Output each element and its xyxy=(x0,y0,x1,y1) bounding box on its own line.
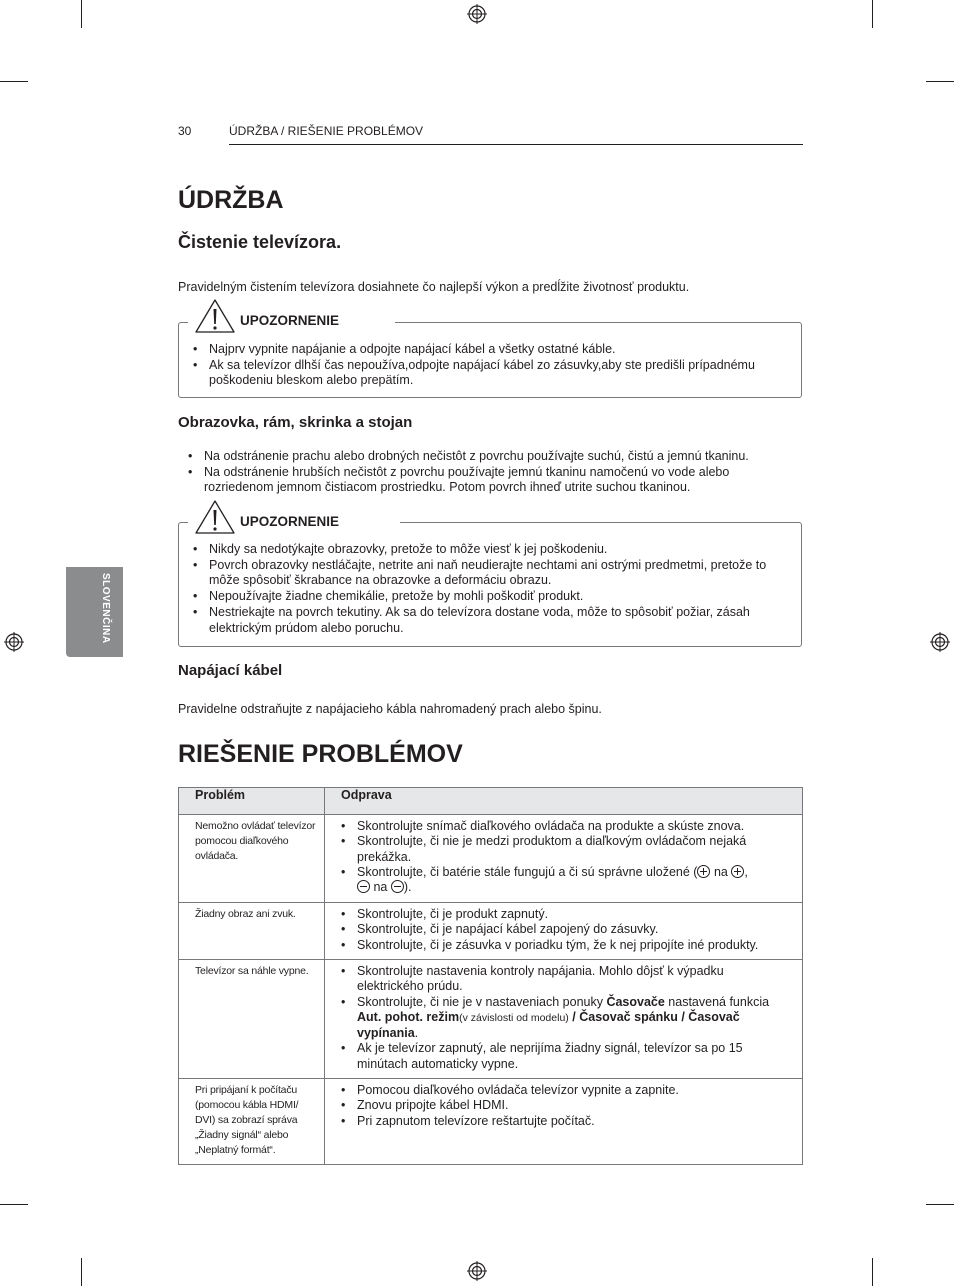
power-cable-heading: Napájací kábel xyxy=(178,662,283,679)
list-item: • Skontrolujte, či nie je v nastaveniach ponuky Časovače nastavená funkcia Aut. pohot. režim(v závislosti od modelu) / Časovač spánku / Časovač vypínania. xyxy=(341,995,792,1042)
registration-mark-icon xyxy=(467,1261,487,1281)
problem-cell: Nemožno ovládať televízor pomocou diaľkového ovládača. xyxy=(179,815,325,903)
registration-mark-icon xyxy=(4,632,24,652)
language-tab-label: SLOVENČINA xyxy=(100,573,111,644)
power-cable-text: Pravidelne odstraňujte z napájacieho kábla nahromadený prach alebo špinu. xyxy=(178,702,602,716)
problem-cell: Pri pripájaní k počítaču (pomocou kábla HDMI/ DVI) sa zobrazí správa „Žiadny signál“ alebo „Neplatný formát“. xyxy=(179,1079,325,1165)
list-item: • Skontrolujte, či batérie stále fungujú a či sú správne uložené ( na , na ). xyxy=(341,865,792,896)
column-header-solution: Odprava xyxy=(325,788,803,815)
warning-list xyxy=(193,542,793,636)
warning-list xyxy=(193,342,793,389)
warning-icon xyxy=(194,298,236,334)
cleaning-intro: Pravidelným čistením televízora dosiahnete čo najlepší výkon a predĺžite životnosť produktu. xyxy=(178,280,690,294)
crop-mark xyxy=(0,81,28,82)
list-item: • Pomocou diaľkového ovládača televízor vypnite a zapnite. xyxy=(341,1083,792,1098)
troubleshooting-title: RIEŠENIE PROBLÉMOV xyxy=(178,740,463,768)
problem-cell: Televízor sa náhle vypne. xyxy=(179,960,325,1079)
crop-mark xyxy=(872,0,873,28)
list-item: • Na odstránenie prachu alebo drobných nečistôt z povrchu používajte suchú, čistú a jemnú tkaninu. xyxy=(188,449,798,465)
cleaning-subtitle: Čistenie televízora. xyxy=(178,232,342,252)
list-item: • Skontrolujte, či nie je medzi produktom a diaľkovým ovládačom nejaká prekážka. xyxy=(341,834,792,865)
crop-mark xyxy=(0,1204,28,1205)
screen-cleaning-list xyxy=(188,449,798,496)
list-item: • Povrch obrazovky nestláčajte, netrite ani naň neudierajte nechtami ani ostrými predmetmi, pretože to môže spôsobiť škrabance na obrazovke a deformáciu obrazu. xyxy=(193,558,793,589)
table-row xyxy=(179,903,803,960)
list-item: • Pri zapnutom televízore reštartujte počítač. xyxy=(341,1114,792,1129)
screen-heading: Obrazovka, rám, skrinka a stojan xyxy=(178,414,413,431)
page-number: 30 xyxy=(178,124,192,138)
solution-cell xyxy=(325,815,803,903)
plus-terminal-icon xyxy=(697,865,710,878)
warning-icon xyxy=(194,499,236,535)
table-header-row xyxy=(179,788,803,815)
list-item: • Ak je televízor zapnutý, ale neprijíma žiadny signál, televízor sa po 15 minútach automaticky vypne. xyxy=(341,1041,792,1072)
list-item: • Na odstránenie hrubších nečistôt z povrchu používajte jemnú tkaninu namočenú vo vode alebo rozriedenom jemnom čistiacom prostriedku. Potom povrch ihneď utrite suchou tkaninou. xyxy=(188,465,798,496)
table-row xyxy=(179,815,803,903)
warning-label: UPOZORNENIE xyxy=(240,514,340,529)
crop-mark xyxy=(872,1258,873,1286)
list-item: • Nestriekajte na povrch tekutiny. Ak sa do televízora dostane voda, môže to spôsobiť požiar, zásah elektrickým prúdom alebo poruchu. xyxy=(193,605,793,636)
list-item: • Nikdy sa nedotýkajte obrazovky, pretože to môže viesť k jej poškodeniu. xyxy=(193,542,793,558)
solution-cell xyxy=(325,903,803,960)
list-item: • Skontrolujte, či je napájací kábel zapojený do zásuvky. xyxy=(341,922,792,937)
troubleshooting-table xyxy=(178,787,803,1165)
list-item: • Skontrolujte snímač diaľkového ovládača na produkte a skúste znova. xyxy=(341,819,792,834)
column-header-problem: Problém xyxy=(179,788,325,815)
crop-mark xyxy=(81,1258,82,1286)
language-tab xyxy=(66,567,123,657)
running-header: ÚDRŽBA / RIEŠENIE PROBLÉMOV xyxy=(229,124,424,138)
registration-mark-icon xyxy=(930,632,950,652)
list-item: • Skontrolujte nastavenia kontroly napájania. Mohlo dôjsť k výpadku elektrického prúdu. xyxy=(341,964,792,995)
minus-terminal-icon xyxy=(357,880,370,893)
registration-mark-icon xyxy=(467,4,487,24)
table-row xyxy=(179,960,803,1079)
minus-terminal-icon xyxy=(391,880,404,893)
crop-mark xyxy=(926,81,954,82)
list-item: • Znovu pripojte kábel HDMI. xyxy=(341,1098,792,1113)
list-item: • Skontrolujte, či je produkt zapnutý. xyxy=(341,907,792,922)
list-item: • Najprv vypnite napájanie a odpojte napájací kábel a všetky ostatné káble. xyxy=(193,342,793,358)
list-item: • Ak sa televízor dlhší čas nepoužíva,odpojte napájací kábel zo zásuvky,aby ste predišli prípadnému poškodeniu bleskom alebo prepätím. xyxy=(193,358,793,389)
list-item: • Skontrolujte, či je zásuvka v poriadku tým, že k nej pripojíte iné produkty. xyxy=(341,938,792,953)
table-row xyxy=(179,1079,803,1165)
crop-mark xyxy=(81,0,82,28)
problem-cell: Žiadny obraz ani zvuk. xyxy=(179,903,325,960)
list-item: • Nepoužívajte žiadne chemikálie, pretože by mohli poškodiť produkt. xyxy=(193,589,793,605)
crop-mark xyxy=(926,1204,954,1205)
header-rule xyxy=(229,144,803,145)
plus-terminal-icon xyxy=(731,865,744,878)
solution-cell xyxy=(325,1079,803,1165)
warning-label: UPOZORNENIE xyxy=(240,313,340,328)
maintenance-title: ÚDRŽBA xyxy=(178,186,284,214)
solution-cell xyxy=(325,960,803,1079)
